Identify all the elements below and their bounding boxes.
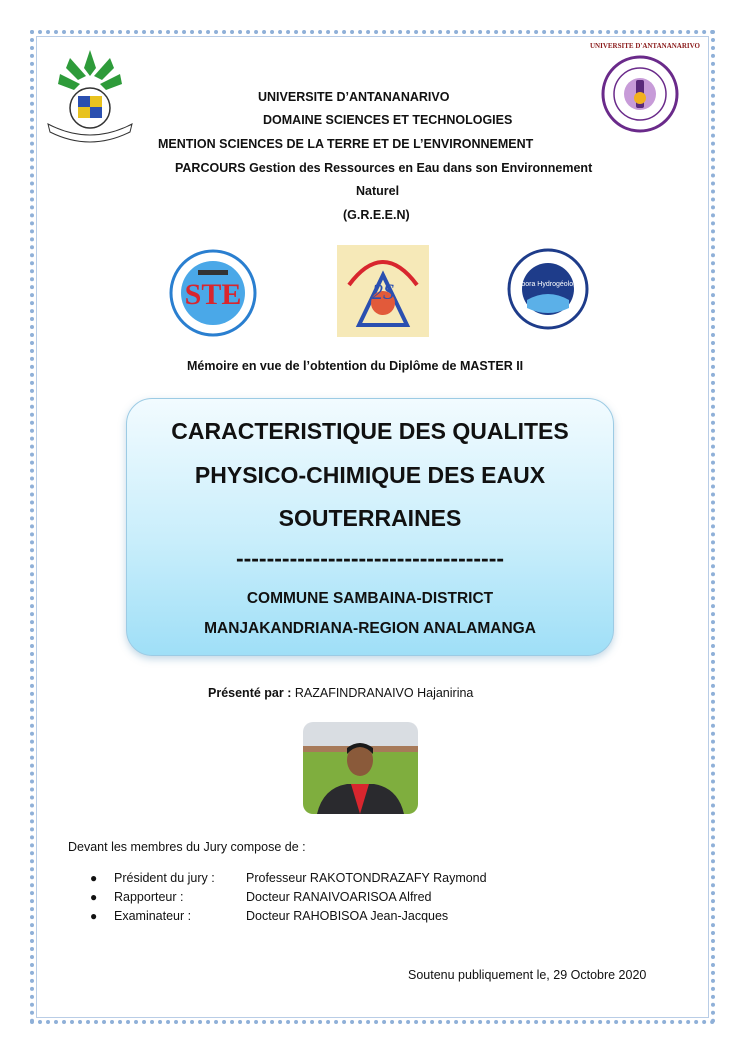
title-line2: PHYSICO-CHIMIQUE DES EAUX: [194, 462, 546, 488]
domain-name: DOMAINE SCIENCES ET TECHNOLOGIES: [263, 113, 513, 127]
bullet-icon: ●: [90, 871, 98, 885]
defense-date: Soutenu publiquement le, 29 Octobre 2020: [408, 968, 647, 982]
memoire-subtitle: Mémoire en vue de l’obtention du Diplôme de MASTER II: [187, 359, 524, 373]
presenter-name: RAZAFINDRANAIVO Hajanirina: [294, 686, 474, 700]
hydro-lab-text: Labora Hydrogéologie: [513, 281, 583, 288]
mention-name: MENTION SCIENCES DE LA TERRE ET DE L’ENVIRONNEMENT: [158, 137, 534, 151]
ste-logo: [168, 248, 258, 338]
presenter-line: [208, 686, 473, 700]
title-line3: SOUTERRAINES: [278, 505, 462, 531]
bullet-icon: ●: [90, 909, 98, 923]
hydrogeology-lab-logo: [507, 248, 589, 330]
title-separator: -----------------------------------: [235, 545, 505, 571]
presenter-label: Présenté par :: [208, 686, 292, 700]
jury-role-examinateur: Examinateur :: [114, 909, 192, 923]
title-box: [126, 398, 614, 656]
faculty-caption: UNIVERSITE D'ANTANANARIVO: [590, 42, 700, 50]
faculty-seal-logo: [600, 54, 680, 134]
jury-intro: Devant les membres du Jury compose de :: [68, 840, 306, 854]
jury-role-rapporteur: Rapporteur :: [114, 890, 184, 904]
location-line2: MANJAKANDRIANA-REGION ANALAMANGA: [204, 620, 536, 637]
school-logo: [337, 245, 429, 337]
jury-name-rapporteur: Docteur RANAIVOARISOA Alfred: [246, 890, 432, 904]
ste-letters: STE: [184, 278, 242, 311]
title-line1: CARACTERISTIQUE DES QUALITES: [171, 418, 569, 444]
location-line1: COMMUNE SAMBAINA-DISTRICT: [246, 590, 494, 607]
program-acronym: (G.R.E.E.N): [343, 208, 410, 222]
svg-text:2S: 2S: [372, 279, 394, 304]
jury-name-examinateur: Docteur RAHOBISOA Jean-Jacques: [246, 909, 449, 923]
presenter-photo: [303, 722, 418, 814]
jury-name-president: Professeur RAKOTONDRAZAFY Raymond: [246, 871, 487, 885]
bullet-icon: ●: [90, 890, 98, 904]
jury-role-president: Président du jury :: [114, 871, 215, 885]
parcours-line2: Naturel: [356, 184, 400, 198]
parcours-line1: PARCOURS Gestion des Ressources en Eau dans son Environnement: [175, 161, 593, 175]
university-emblem-logo: [40, 46, 140, 150]
university-name: UNIVERSITE D’ANTANANARIVO: [258, 90, 450, 104]
